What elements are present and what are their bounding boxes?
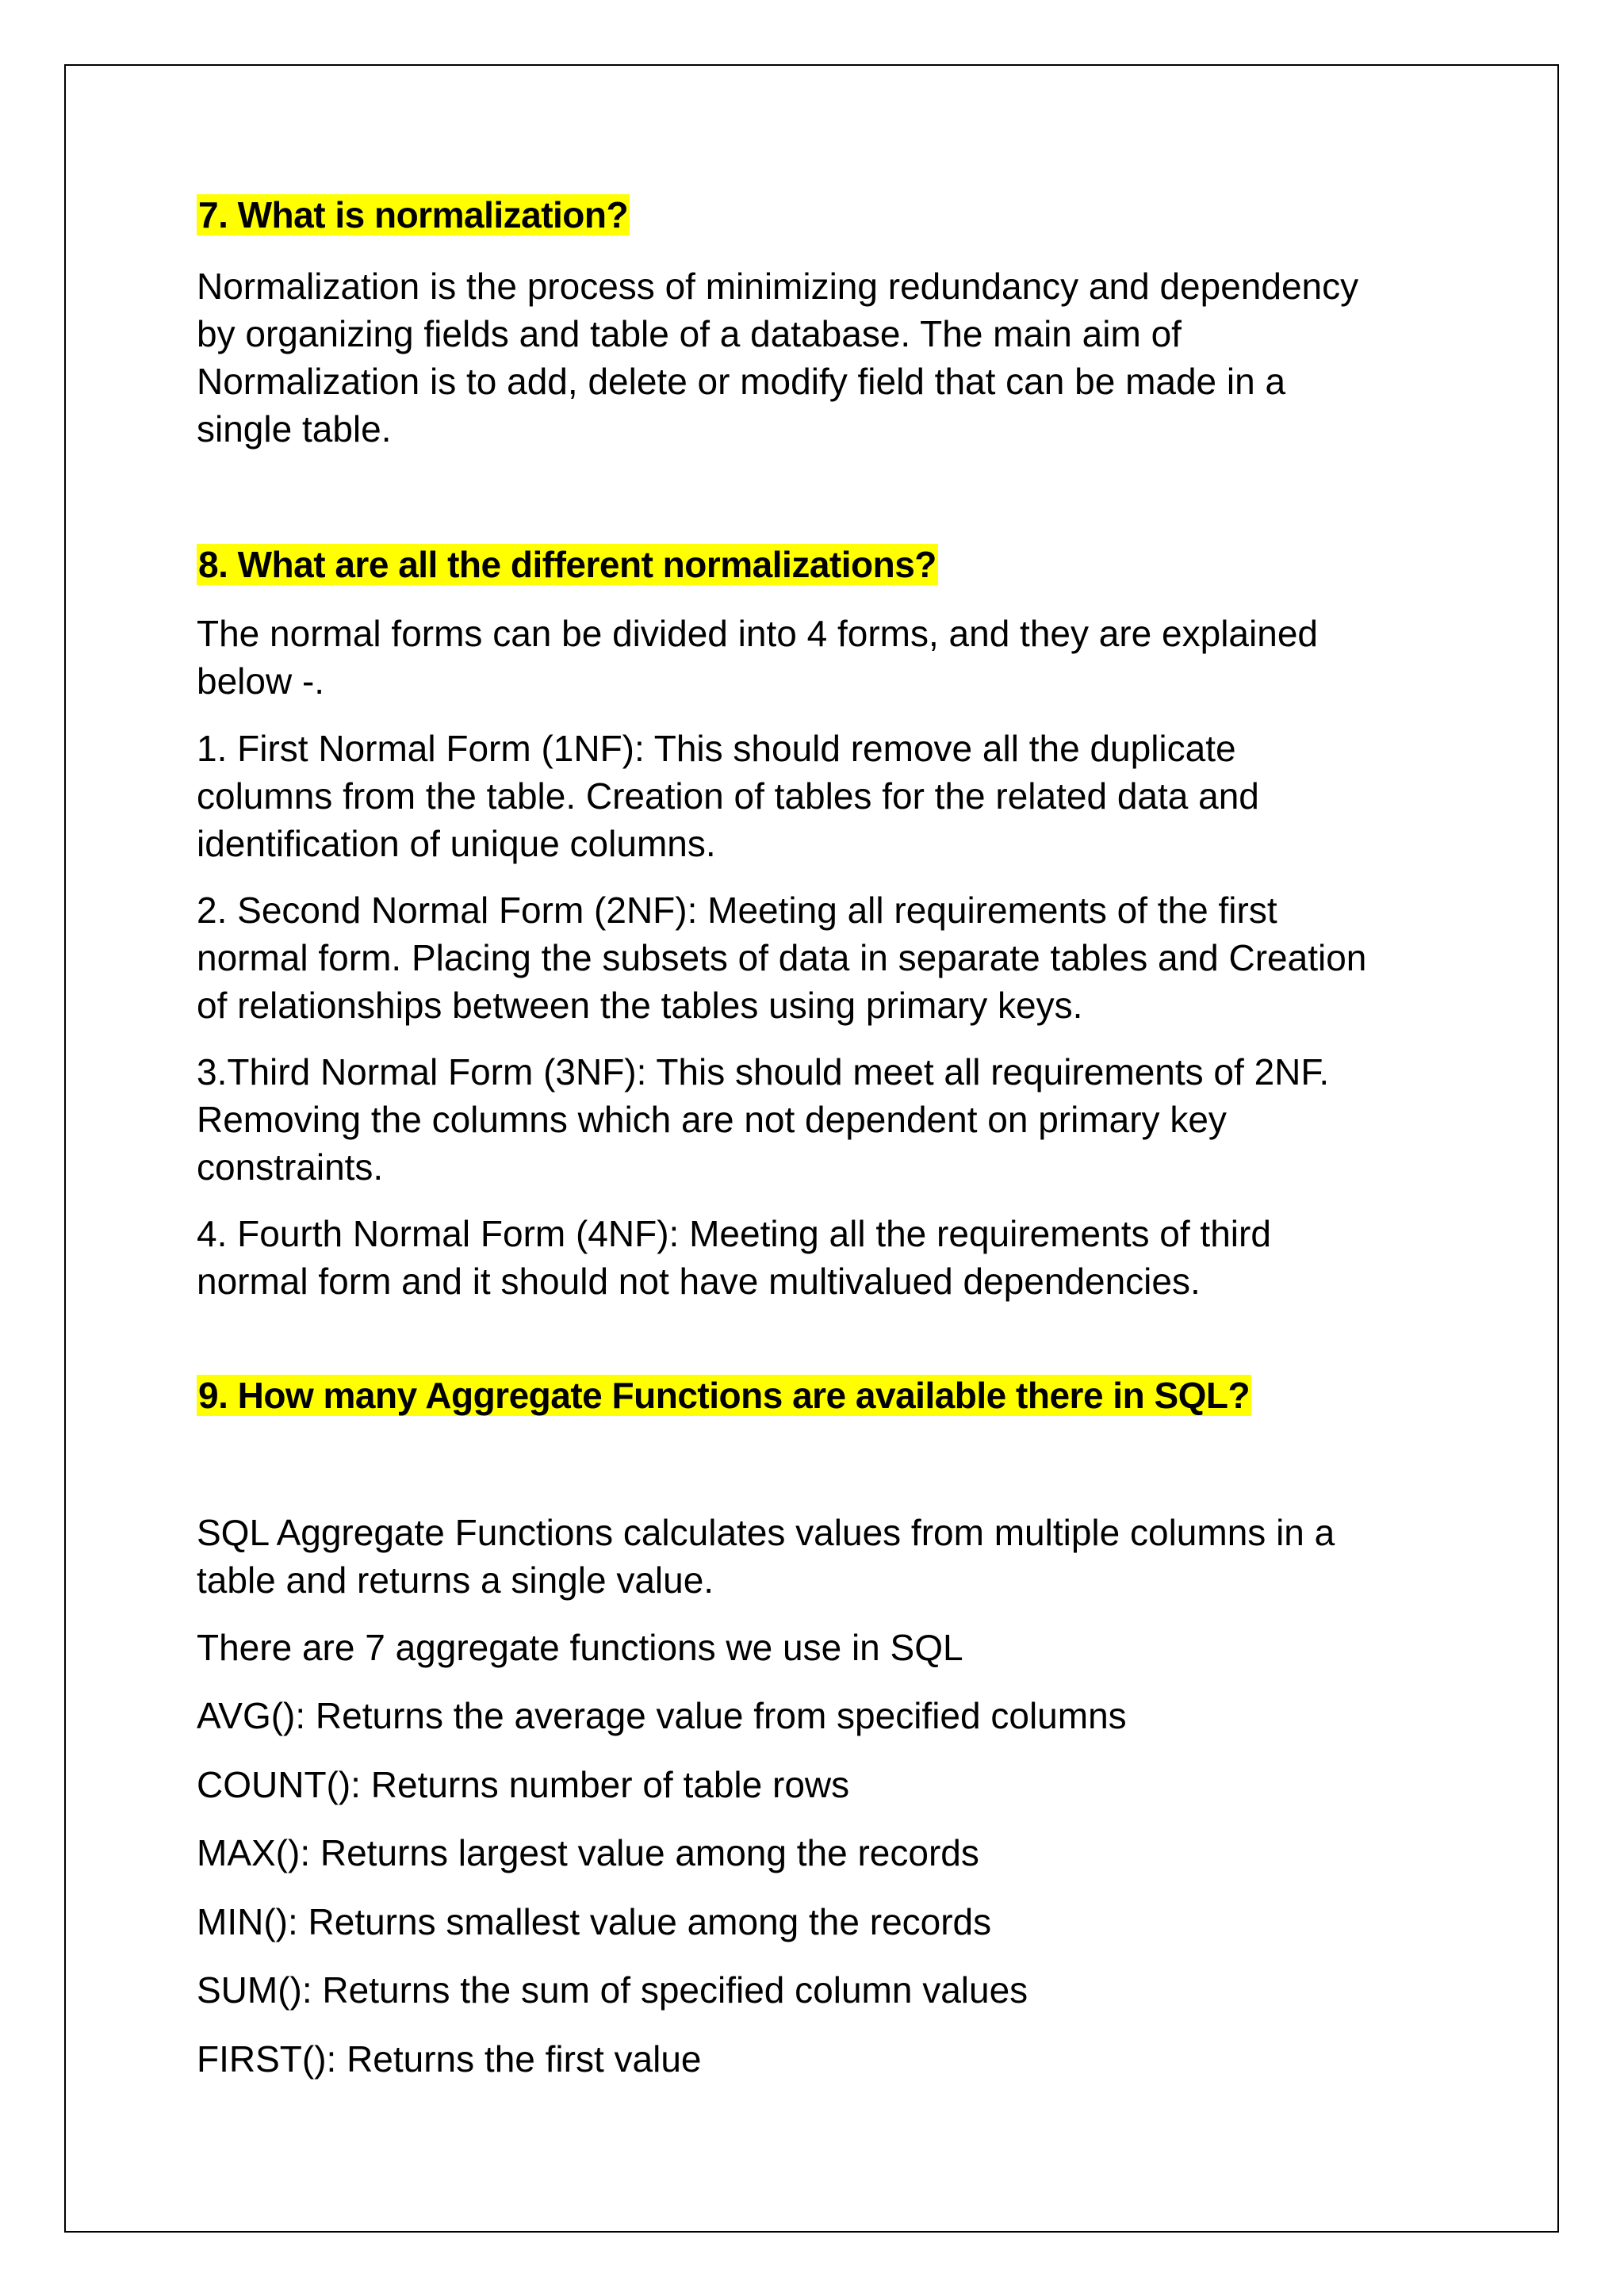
- third-normal-form-item: [197, 1048, 1329, 1191]
- answer-7-paragraph: [197, 262, 1358, 453]
- sum-function-item: [197, 1966, 1028, 2014]
- question-8-highlight: 8. What are all the different normalizations?: [198, 544, 936, 585]
- text-line: Normalization is the process of minimizing redundancy and dependency: [197, 266, 1359, 307]
- text-line: single table.: [197, 408, 392, 450]
- question-8-heading: [197, 541, 938, 587]
- text-line: 4. Fourth Normal Form (4NF): Meeting all the requirements of third: [197, 1213, 1271, 1254]
- min-function-item: [197, 1898, 991, 1946]
- fourth-normal-form-item: [197, 1210, 1271, 1305]
- text-line: Removing the columns which are not dependent on primary key: [197, 1099, 1227, 1140]
- answer-9-intro: [197, 1509, 1335, 1604]
- avg-function-item: [197, 1692, 1127, 1739]
- text-line: constraints.: [197, 1146, 384, 1188]
- max-function-item: [197, 1829, 979, 1877]
- count-function-item: [197, 1761, 849, 1808]
- text-line: by organizing fields and table of a database. The main aim of: [197, 313, 1182, 354]
- text-line: There are 7 aggregate functions we use in SQL: [197, 1627, 963, 1668]
- text-line: SUM(): Returns the sum of specified column values: [197, 1969, 1028, 2011]
- question-7-highlight: 7. What is normalization?: [198, 194, 629, 235]
- text-line: 3.Third Normal Form (3NF): This should meet all requirements of 2NF.: [197, 1051, 1330, 1093]
- text-line: The normal forms can be divided into 4 forms, and they are explained: [197, 613, 1318, 654]
- text-line: table and returns a single value.: [197, 1559, 714, 1601]
- text-line: columns from the table. Creation of tables for the related data and: [197, 775, 1259, 817]
- text-line: 2. Second Normal Form (2NF): Meeting all requirements of the first: [197, 890, 1277, 931]
- text-line: normal form. Placing the subsets of data in separate tables and Creation: [197, 937, 1367, 978]
- text-line: Normalization is to add, delete or modify field that can be made in a: [197, 361, 1286, 402]
- text-line: FIRST(): Returns the first value: [197, 2038, 702, 2080]
- question-7-heading: [197, 192, 630, 238]
- text-line: of relationships between the tables using primary keys.: [197, 985, 1083, 1026]
- text-line: AVG(): Returns the average value from specified columns: [197, 1695, 1127, 1736]
- text-line: MIN(): Returns smallest value among the records: [197, 1901, 992, 1942]
- text-line: COUNT(): Returns number of table rows: [197, 1764, 850, 1805]
- question-9-heading: [197, 1372, 1251, 1418]
- text-line: below -.: [197, 660, 325, 702]
- answer-8-intro: [197, 610, 1318, 705]
- second-normal-form-item: [197, 886, 1366, 1029]
- first-normal-form-item: [197, 725, 1259, 867]
- text-line: identification of unique columns.: [197, 823, 716, 864]
- text-line: MAX(): Returns largest value among the records: [197, 1832, 979, 1873]
- text-line: 1. First Normal Form (1NF): This should remove all the duplicate: [197, 728, 1236, 769]
- text-line: SQL Aggregate Functions calculates values from multiple columns in a: [197, 1512, 1335, 1553]
- first-function-item: [197, 2035, 702, 2083]
- text-line: normal form and it should not have multivalued dependencies.: [197, 1261, 1201, 1302]
- question-9-highlight: 9. How many Aggregate Functions are available there in SQL?: [198, 1375, 1251, 1416]
- aggregate-count-note: [197, 1624, 963, 1671]
